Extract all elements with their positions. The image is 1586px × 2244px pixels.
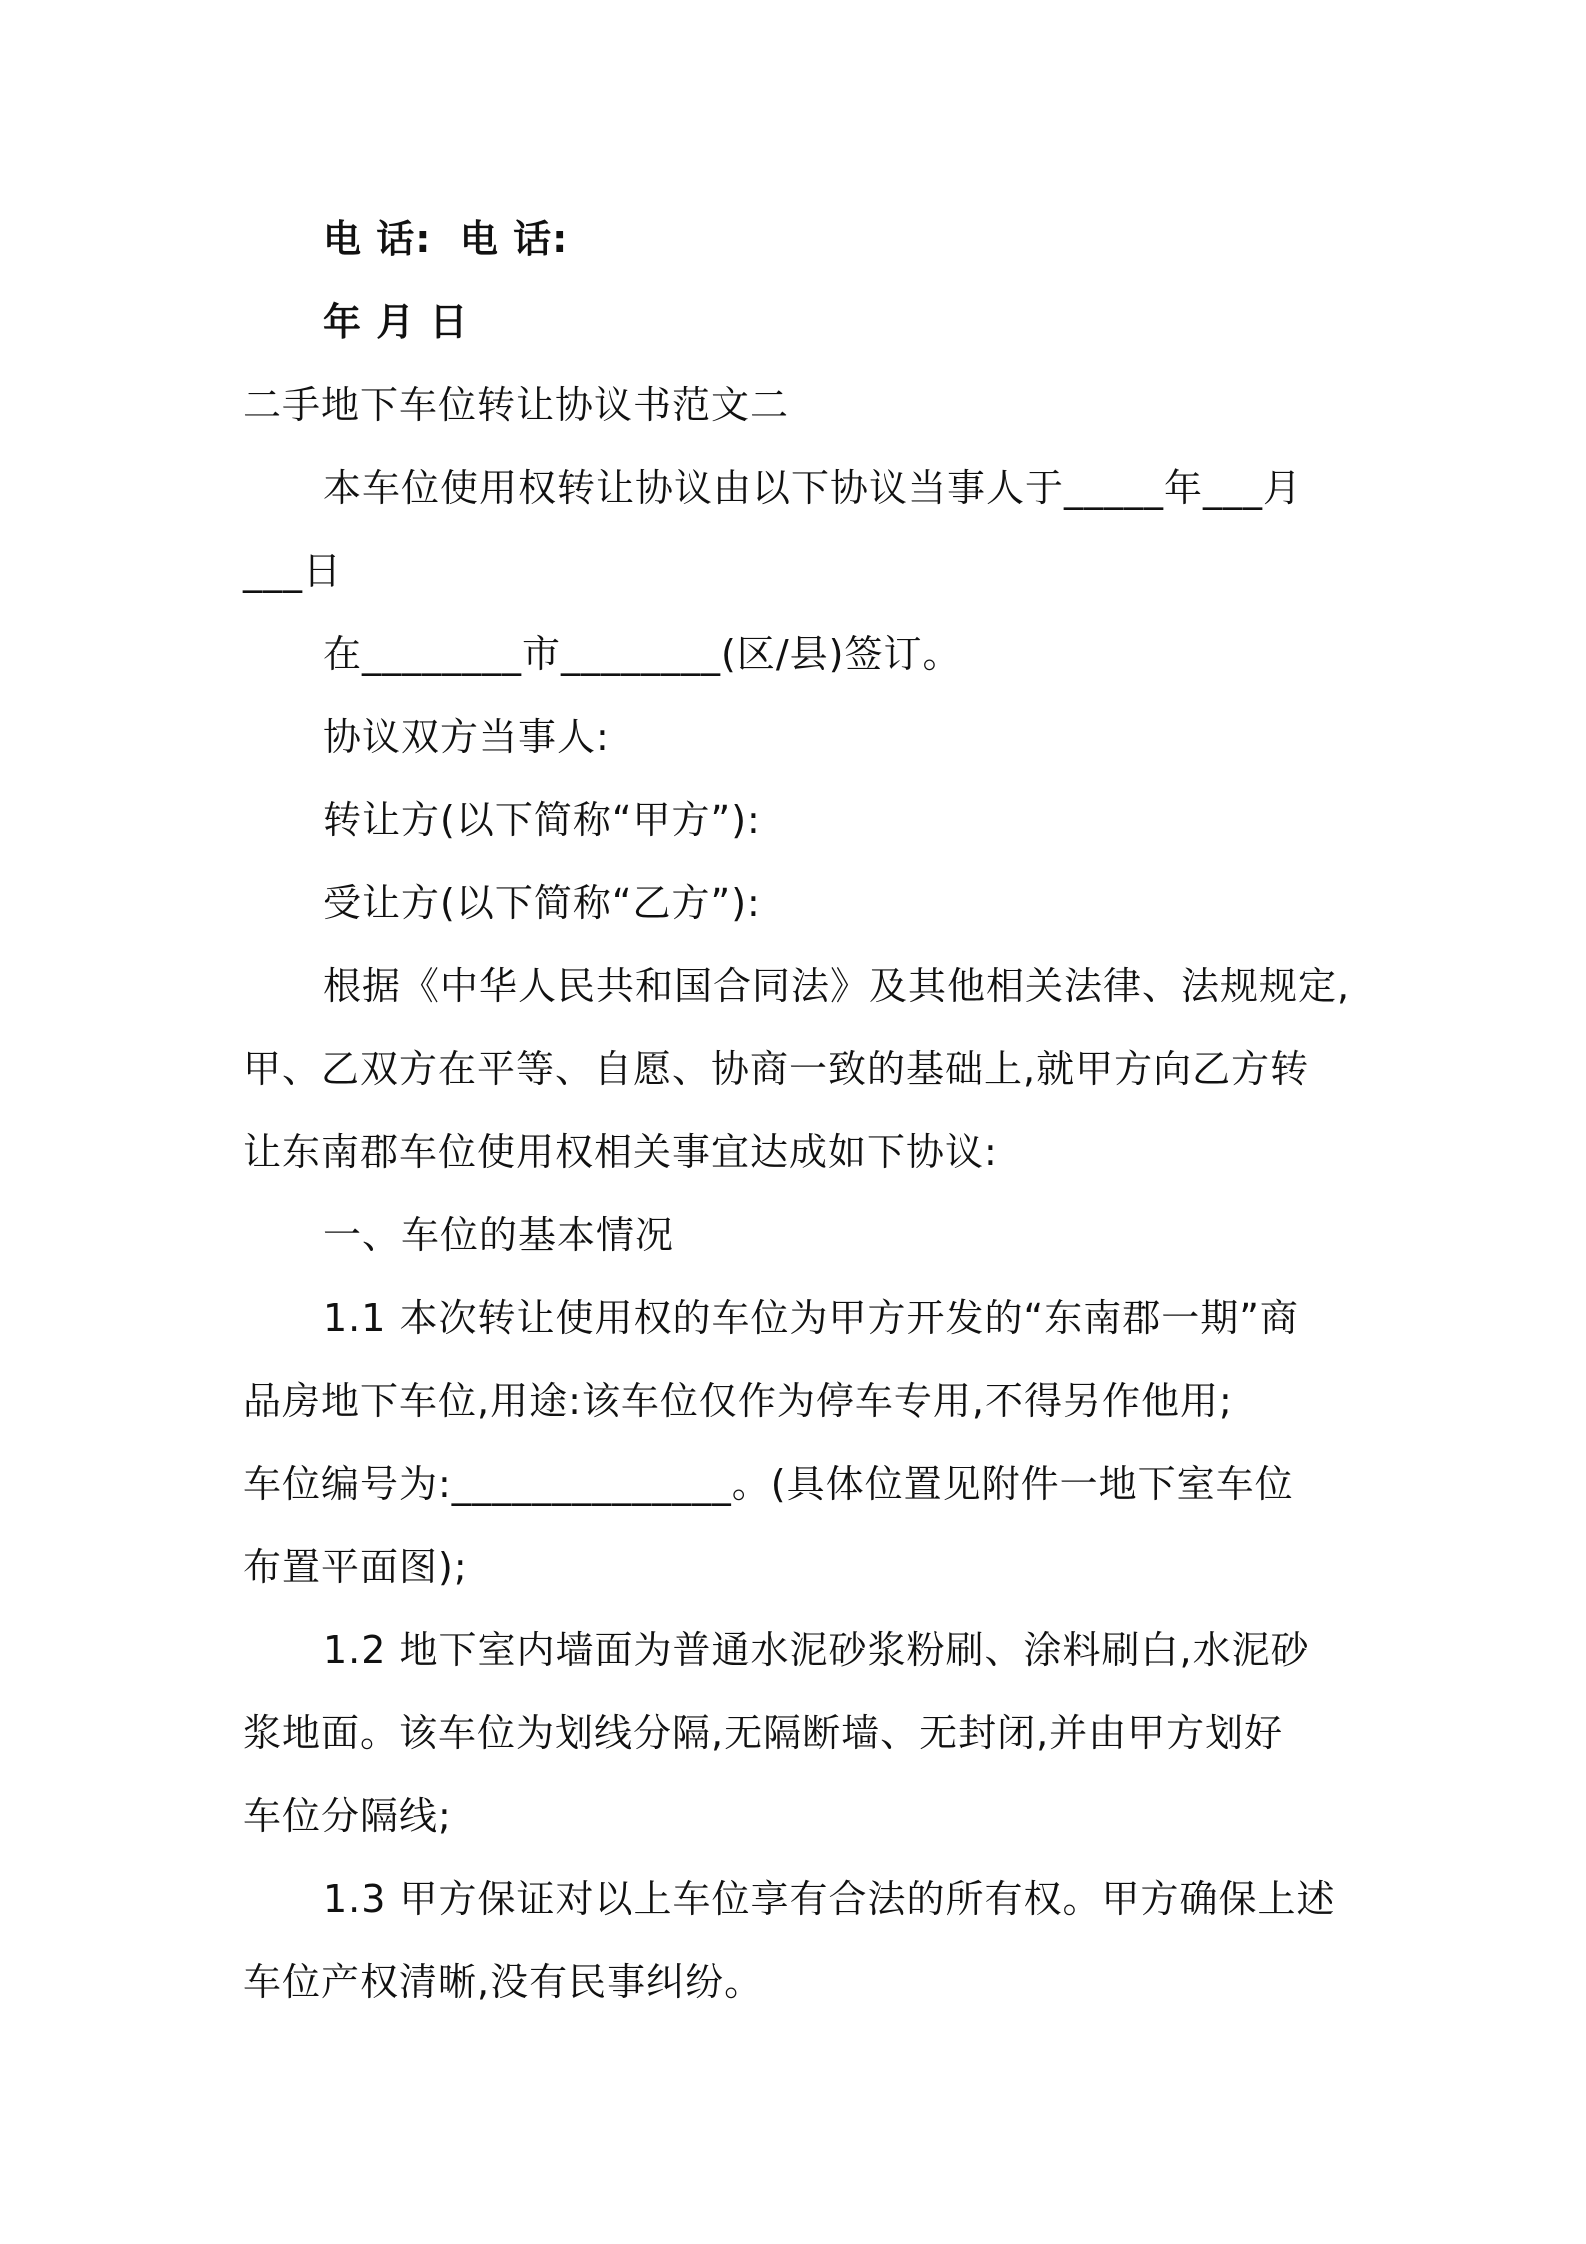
- text-line: 转让方(以下简称“甲方”):: [323, 798, 761, 842]
- date-line: 年 月 日: [323, 300, 469, 344]
- text-line: 布置平面图);: [243, 1545, 468, 1589]
- text-line: 1.1 本次转让使用权的车位为甲方开发的“东南郡一期”商: [323, 1296, 1299, 1340]
- document-body: [243, 198, 1353, 2024]
- document-title: 二手地下车位转让协议书范文二: [243, 383, 790, 427]
- text-line: 1.3 甲方保证对以上车位享有合法的所有权。甲方确保上述: [323, 1877, 1336, 1921]
- text-line: 根据《中华人民共和国合同法》及其他相关法律、法规规定,: [323, 964, 1351, 1008]
- phone-line: 电 话: 电 话:: [323, 217, 569, 261]
- text-line: 让东南郡车位使用权相关事宜达成如下协议:: [243, 1130, 998, 1174]
- text-line: ___日: [243, 549, 343, 593]
- text-line: 协议双方当事人:: [323, 715, 610, 759]
- text-line: 甲、乙双方在平等、自愿、协商一致的基础上,就甲方向乙方转: [243, 1047, 1310, 1091]
- text-line: 车位分隔线;: [243, 1794, 452, 1838]
- text-line: 受让方(以下简称“乙方”):: [323, 881, 761, 925]
- text-line: 车位编号为:______________。(具体位置见附件一地下室车位: [243, 1462, 1294, 1506]
- document-text: [243, 447, 1353, 2024]
- text-line: 浆地面。该车位为划线分隔,无隔断墙、无封闭,并由甲方划好: [243, 1711, 1284, 1755]
- text-line: 一、车位的基本情况: [323, 1213, 675, 1257]
- text-line: 在________市________(区/县)签订。: [323, 632, 962, 676]
- text-line: 品房地下车位,用途:该车位仅作为停车专用,不得另作他用;: [243, 1379, 1233, 1423]
- text-line: 车位产权清晰,没有民事纠纷。: [243, 1960, 764, 2004]
- text-line: 本车位使用权转让协议由以下协议当事人于_____年___月: [323, 466, 1303, 510]
- text-line: 1.2 地下室内墙面为普通水泥砂浆粉刷、涂料刷白,水泥砂: [323, 1628, 1310, 1672]
